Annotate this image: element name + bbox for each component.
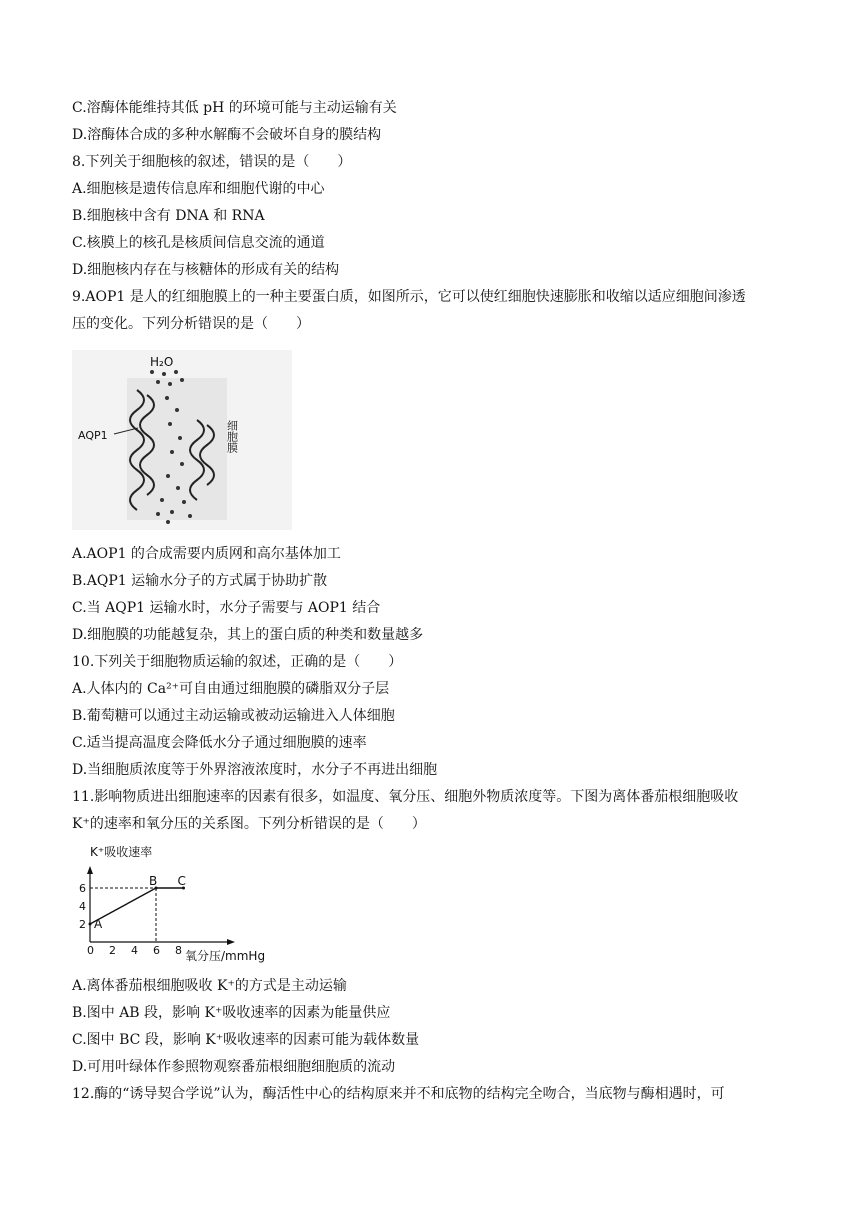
q11-stem-line2: K⁺的速率和氧分压的关系图。下列分析错误的是（ ） bbox=[72, 816, 426, 832]
x-tick-label: 2 bbox=[109, 944, 116, 957]
chart-axes bbox=[87, 866, 235, 945]
x-axis-label: 氧分压/mmHg bbox=[185, 949, 266, 963]
q9-stem-line2: 压的变化。下列分析错误的是（ ） bbox=[72, 316, 310, 332]
chart-reference-lines bbox=[90, 888, 156, 942]
q11-option-c: C.图中 BC 段，影响 K⁺吸收速率的因素可能为载体数量 bbox=[72, 1032, 420, 1048]
x-tick-label: 6 bbox=[153, 944, 160, 957]
q10-option-a: A.人体内的 Ca²⁺可自由通过细胞膜的磷脂双分子层 bbox=[72, 681, 390, 697]
x-tick-label: 0 bbox=[87, 944, 94, 957]
q10-stem: 10.下列关于细胞物质运输的叙述，正确的是（ ） bbox=[72, 654, 403, 670]
x-tick-label: 8 bbox=[175, 944, 182, 957]
data-point bbox=[89, 923, 92, 926]
q8-option-b: B.细胞核中含有 DNA 和 RNA bbox=[72, 208, 265, 224]
x-tick-label: 4 bbox=[131, 944, 138, 957]
q9-option-c: C.当 AQP1 运输水时，水分子需要与 AOP1 结合 bbox=[72, 600, 381, 616]
q9-option-d: D.细胞膜的功能越复杂，其上的蛋白质的种类和数量越多 bbox=[72, 627, 424, 643]
q8-option-d: D.细胞核内存在与核糖体的形成有关的结构 bbox=[72, 262, 340, 278]
q10-option-d: D.当细胞质浓度等于外界溶液浓度时，水分子不再进出细胞 bbox=[72, 762, 438, 778]
q11-stem-line1: 11.影响物质进出细胞速率的因素有很多，如温度、氧分压、细胞外物质浓度等。下图为离体番茄根细胞吸收 bbox=[72, 789, 739, 805]
point-label: B bbox=[149, 874, 158, 888]
q7-option-c: C.溶酶体能维持其低 pH 的环境可能与主动运输有关 bbox=[72, 100, 397, 116]
q8-stem: 8.下列关于细胞核的叙述，错误的是（ ） bbox=[72, 154, 352, 170]
point-label: C bbox=[177, 874, 186, 888]
q11-option-a: A.离体番茄根细胞吸收 K⁺的方式是主动运输 bbox=[72, 978, 347, 994]
x-axis-arrow bbox=[227, 939, 235, 945]
y-tick-label: 2 bbox=[79, 918, 86, 931]
point-label: A bbox=[94, 917, 103, 931]
q7-option-d: D.溶酶体合成的多种水解酶不会破坏自身的膜结构 bbox=[72, 127, 382, 143]
chart-series bbox=[89, 874, 186, 931]
q8-option-c: C.核膜上的核孔是核质间信息交流的通道 bbox=[72, 235, 325, 251]
q11-option-b: B.图中 AB 段，影响 K⁺吸收速率的因素为能量供应 bbox=[72, 1005, 391, 1021]
q11-option-d: D.可用叶绿体作参照物观察番茄根细胞细胞质的流动 bbox=[72, 1059, 396, 1075]
q9-option-b: B.AQP1 运输水分子的方式属于协助扩散 bbox=[72, 573, 328, 589]
y-axis-label: K⁺吸收速率 bbox=[90, 845, 153, 859]
y-tick-label: 6 bbox=[79, 882, 86, 895]
q10-option-b: B.葡萄糖可以通过主动运输或被动运输进入人体细胞 bbox=[72, 708, 395, 724]
aqp1-label: AQP1 bbox=[78, 429, 108, 442]
y-tick-label: 4 bbox=[79, 900, 86, 913]
membrane-label: 细胞膜 bbox=[225, 420, 239, 453]
q9-option-a: A.AOP1 的合成需要内质网和高尔基体加工 bbox=[72, 546, 341, 562]
q10-option-c: C.适当提高温度会降低水分子通过细胞膜的速率 bbox=[72, 735, 367, 751]
q12-stem-line1: 12.酶的“诱导契合学说”认为，酶活性中心的结构原来并不和底物的结构完全吻合，当底物与酶相遇时，可 bbox=[72, 1086, 725, 1102]
q8-option-a: A.细胞核是遗传信息库和细胞代谢的中心 bbox=[72, 181, 325, 197]
series-line bbox=[90, 888, 184, 924]
y-axis-arrow bbox=[87, 866, 93, 874]
q9-stem-line1: 9.AOP1 是人的红细胞膜上的一种主要蛋白质，如图所示，它可以使红细胞快速膨胀和收缩以适应细胞间渗透 bbox=[72, 289, 746, 305]
aqp1-figure bbox=[72, 350, 292, 530]
k-uptake-chart bbox=[72, 840, 302, 968]
water-label: H₂O bbox=[150, 355, 174, 369]
